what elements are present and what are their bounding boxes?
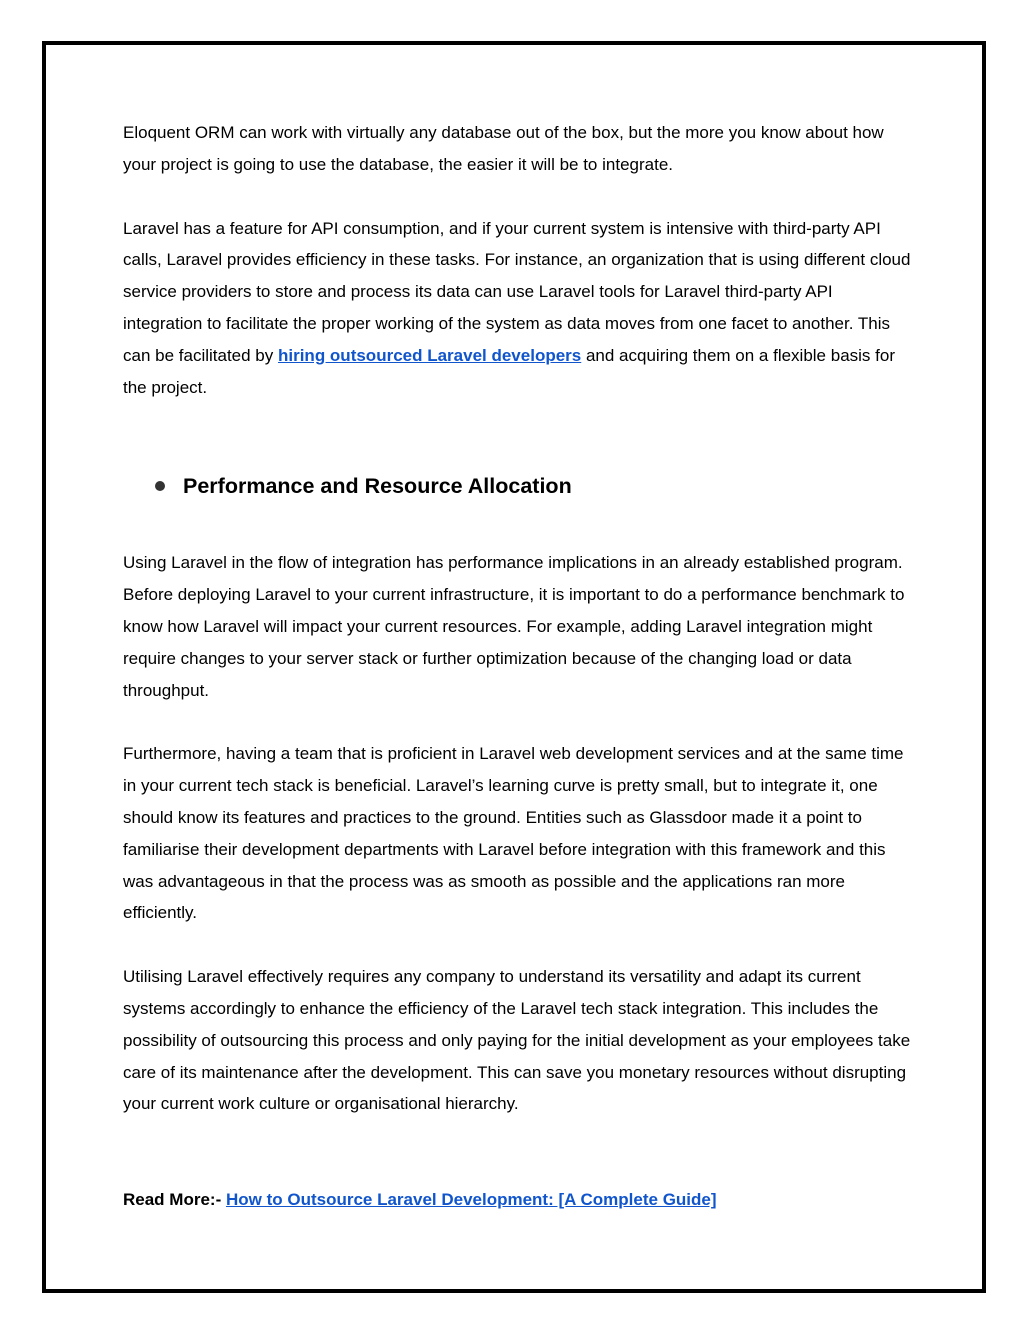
paragraph-team-proficiency: Furthermore, having a team that is proficient in Laravel web development services and at the same time in your current tech stack is beneficial. Laravel’s learning curve is pretty small, but to integrate it, one should know its features and practices to the ground. Entities such as Glassdoor made it a point to familiarise their development departments with Laravel before integration with this framework and this was advantageous in that the process was as smooth as possible and the applications ran more efficiently. (123, 744, 904, 923)
paragraph-utilising-laravel: Utilising Laravel effectively requires any company to understand its versatility and adapt its current systems accordingly to enhance the efficiency of the Laravel tech stack integration. This includes the possibility of outsourcing this process and only paying for the initial development as your employees take care of its maintenance after the development. This can save you monetary resources without disrupting your current work culture or organisational hierarchy. (123, 967, 911, 1114)
paragraph-api-tail: and acquiring them on a flexible basis for the project. (123, 345, 895, 397)
heading-performance: Performance and Resource Allocation (183, 473, 572, 498)
bullet-icon (155, 481, 165, 491)
read-more-line (123, 1184, 913, 1216)
hiring-outsourced-developers-link[interactable]: hiring outsourced Laravel developers (277, 345, 582, 365)
document-page (42, 41, 986, 1293)
section-heading (123, 469, 913, 503)
paragraph-performance: Using Laravel in the flow of integration has performance implications in an already established program. Before deploying Laravel to your current infrastructure, it is important to do a performance benchmark to know how Laravel will impact your current resources. For example, adding Laravel integration might require changes to your server stack or further optimization because of the changing load or data throughput. (123, 553, 905, 700)
document-content (123, 117, 913, 1216)
paragraph-api-consumption (123, 213, 913, 404)
read-more-link[interactable]: How to Outsource Laravel Development: [A Complete Guide] (225, 1190, 717, 1210)
paragraph-eloquent-orm: Eloquent ORM can work with virtually any database out of the box, but the more you know about how your project is going to use the database, the easier it will be to integrate. (123, 123, 884, 174)
paragraph-api-text: Laravel has a feature for API consumption, and if your current system is intensive with third-party API calls, Laravel provides efficiency in these tasks. For instance, an organization that is using different cloud service providers to store and process its data can use Laravel tools for Laravel third-party API integration to facilitate the proper working of the system as data moves from one facet to another. This can be facilitated by (123, 218, 911, 365)
read-more-label: Read More:- (123, 1190, 226, 1210)
